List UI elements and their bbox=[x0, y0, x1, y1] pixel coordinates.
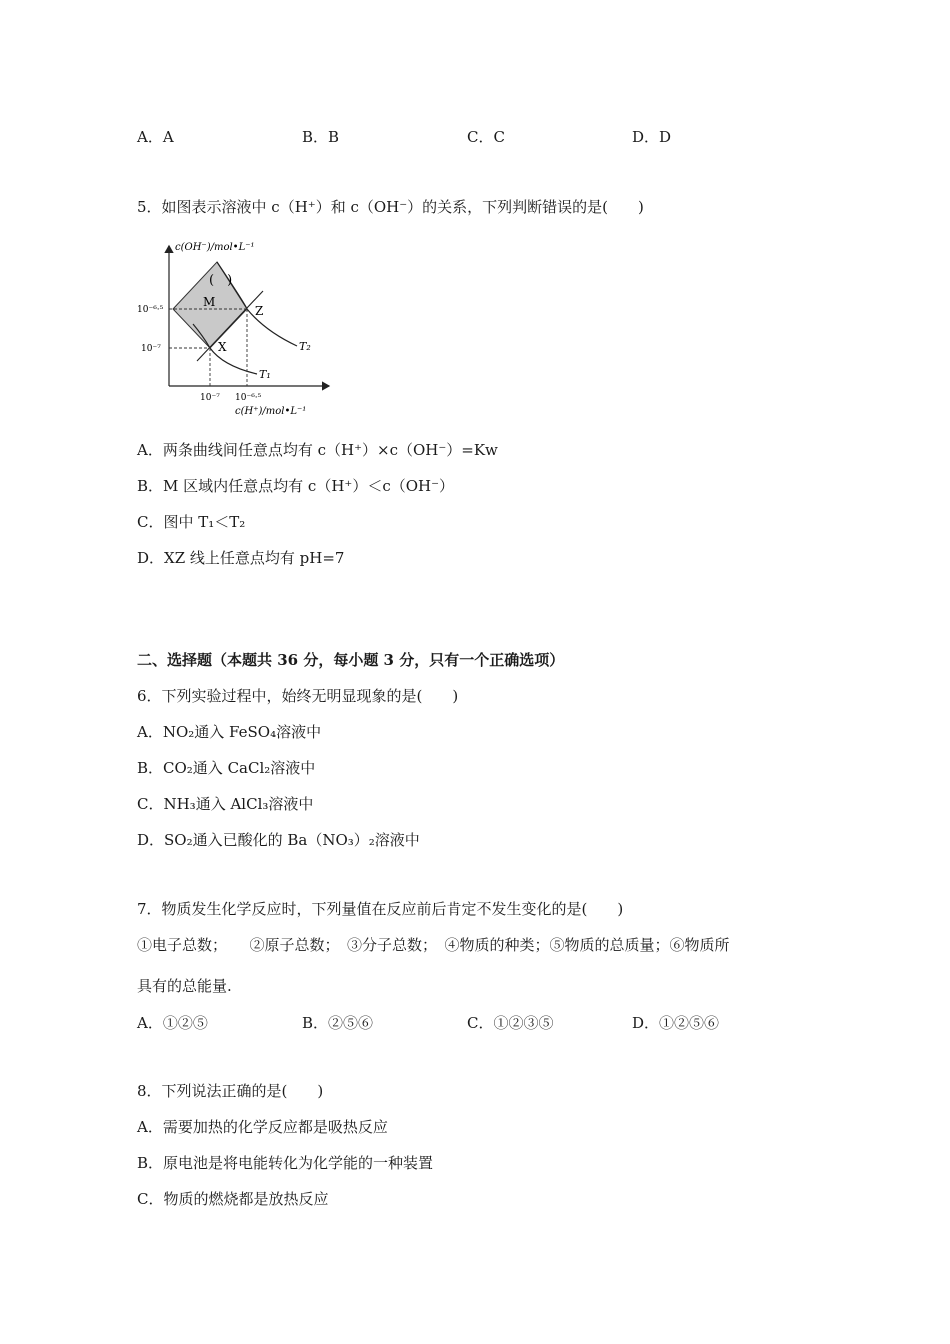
q7-stem: 7．物质发生化学反应时，下列量值在反应前后肯定不发生变化的是( ) bbox=[137, 900, 624, 918]
y-axis-label: c(OH⁻)/mol•L⁻¹ bbox=[175, 242, 255, 253]
q4-option-d: D．D bbox=[632, 128, 672, 146]
q5-option-b: B．M 区域内任意点均有 c（H⁺）＜c（OH⁻） bbox=[137, 477, 455, 495]
q7-option-a: A．①②⑤ bbox=[137, 1014, 208, 1032]
q6-stem: 6．下列实验过程中，始终无明显现象的是( ) bbox=[137, 687, 459, 705]
q7-items-line1: ①电子总数； ②原子总数； ③分子总数； ④物质的种类；⑤物质的总质量；⑥物质所 bbox=[137, 936, 730, 954]
q5-figure bbox=[135, 236, 345, 418]
q6-option-b: B．CO₂通入 CaCl₂溶液中 bbox=[137, 759, 316, 777]
q8-option-c: C．物质的燃烧都是放热反应 bbox=[137, 1190, 329, 1208]
q5-option-a: A．两条曲线间任意点均有 c（H⁺）×c（OH⁻）=Kw bbox=[137, 441, 498, 459]
q4-option-a: A．A bbox=[137, 128, 174, 146]
x-tick-1: 10⁻⁷ bbox=[200, 393, 220, 403]
q6-option-c: C．NH₃通入 AlCl₃溶液中 bbox=[137, 795, 314, 813]
label-t2: T₂ bbox=[299, 340, 311, 353]
label-paren: ( ) bbox=[209, 273, 233, 288]
q4-option-c: C．C bbox=[467, 128, 505, 146]
label-z: Z bbox=[255, 304, 264, 318]
x-axis-label: c(H⁺)/mol•L⁻¹ bbox=[235, 406, 307, 417]
q5-stem: 5．如图表示溶液中 c（H⁺）和 c（OH⁻）的关系，下列判断错误的是( ) bbox=[137, 198, 644, 216]
q8-option-b: B．原电池是将电能转化为化学能的一种装置 bbox=[137, 1154, 434, 1172]
q5-option-d: D．XZ 线上任意点均有 pH=7 bbox=[137, 549, 345, 567]
q6-option-d: D．SO₂通入已酸化的 Ba（NO₃）₂溶液中 bbox=[137, 831, 420, 849]
q5-option-c: C．图中 T₁＜T₂ bbox=[137, 513, 246, 531]
label-t1: T₁ bbox=[259, 368, 271, 381]
q4-option-b: B．B bbox=[302, 128, 340, 146]
q7-items-line2: 具有的总能量. bbox=[137, 977, 232, 995]
label-x: X bbox=[218, 340, 227, 354]
q7-option-d: D．①②⑤⑥ bbox=[632, 1014, 720, 1032]
y-tick-1: 10⁻⁶·⁵ bbox=[137, 305, 164, 315]
q8-option-a: A．需要加热的化学反应都是吸热反应 bbox=[137, 1118, 388, 1136]
q7-option-b: B．②⑤⑥ bbox=[302, 1014, 374, 1032]
q6-option-a: A．NO₂通入 FeSO₄溶液中 bbox=[137, 723, 322, 741]
x-tick-2: 10⁻⁶·⁵ bbox=[235, 393, 262, 403]
q8-stem: 8．下列说法正确的是( ) bbox=[137, 1082, 324, 1100]
q7-option-c: C．①②③⑤ bbox=[467, 1014, 554, 1032]
y-tick-2: 10⁻⁷ bbox=[141, 344, 161, 354]
section-heading: 二、选择题（本题共 36 分，每小题 3 分，只有一个正确选项） bbox=[137, 651, 565, 669]
label-m: M bbox=[203, 295, 216, 309]
